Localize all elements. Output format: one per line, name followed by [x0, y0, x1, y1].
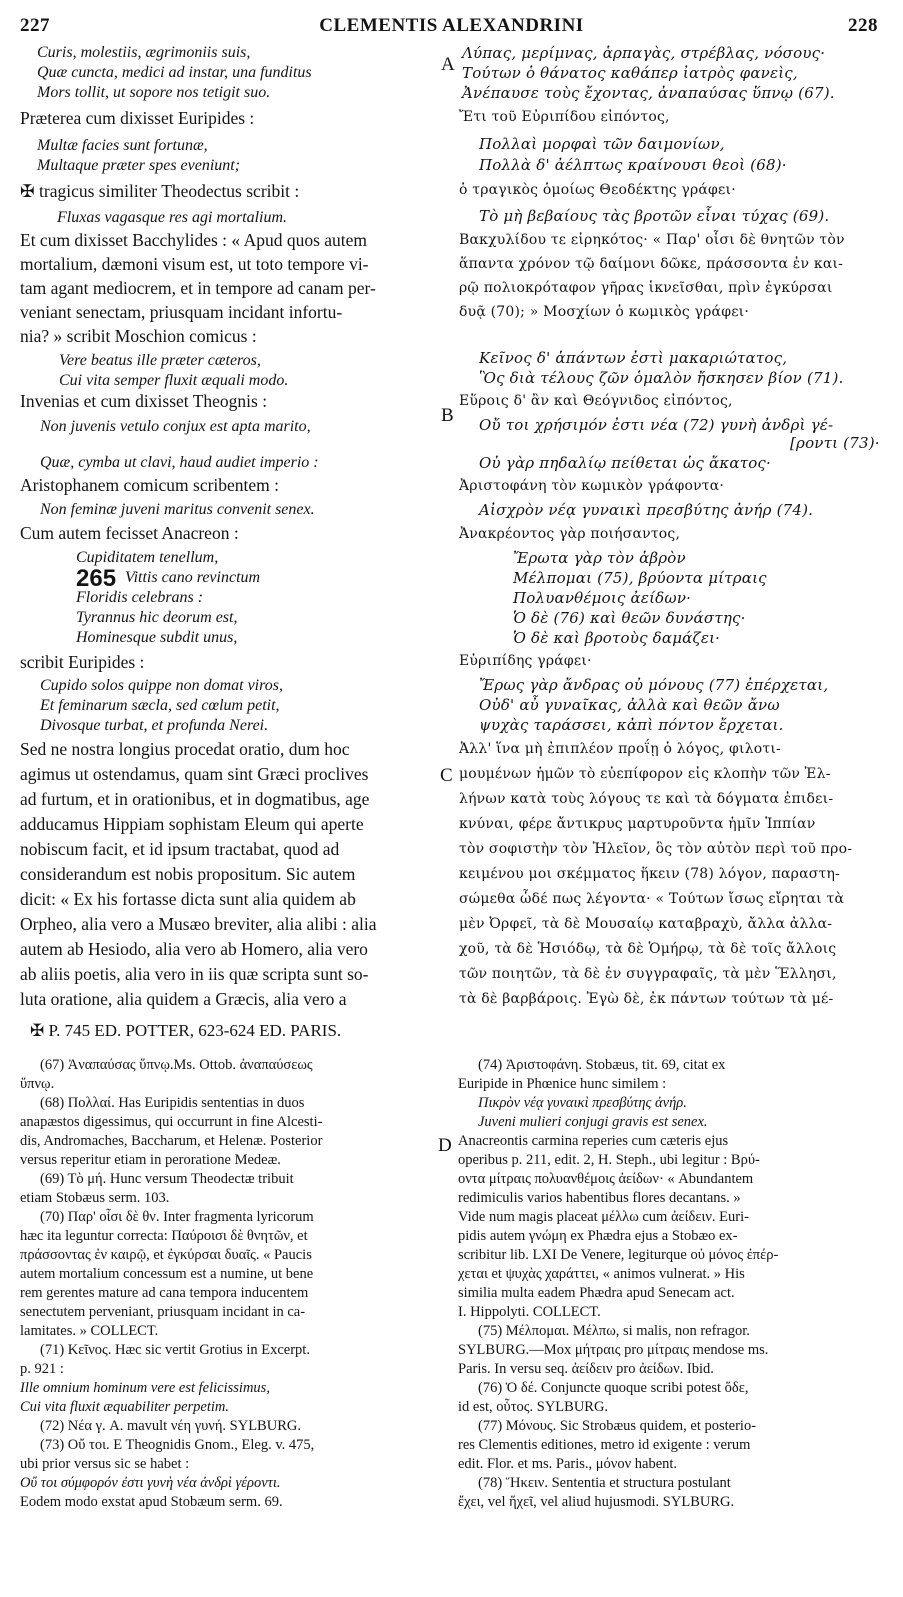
greek-line: Πολλὰ δ' ἀέλπτως κραίνουσι θεοὶ (68)·	[479, 156, 787, 174]
latin-line: agimus ut ostendamus, quam sint Græci proclives	[20, 764, 369, 784]
page-number-right: 228	[848, 15, 878, 36]
footnote-line: (76) Ὁ δέ. Conjuncte quoque scribi potest ὅδε,	[478, 1380, 749, 1396]
footnote-line: res Clementis editiones, metro id exigente : verum	[458, 1437, 751, 1453]
footnote-line: operibus p. 211, edit. 2, H. Steph., ubi legitur : Βρύ-	[458, 1152, 760, 1168]
greek-line: Αἰσχρὸν νέᾳ γυναικὶ πρεσβύτης ἀνήρ (74).	[479, 501, 814, 519]
footnote-line: lamitates. » COLLECT.	[20, 1323, 159, 1339]
greek-line: κειμένου μοι σκέμματος ἥκειν (78) λόγον, παραστη-	[459, 866, 840, 882]
footnote-line: anapæstos digessimus, qui occurrunt in fine Alcesti-	[20, 1114, 323, 1130]
edition-note: ✠ P. 745 ED. POTTER, 623-624 ED. PARIS.	[30, 1021, 342, 1040]
latin-line: considerandum est nobis propositum. Sic autem	[20, 864, 356, 884]
latin-line: Invenias et cum dixisset Theognis :	[20, 391, 268, 411]
latin-line: Quæ, cymba ut clavi, haud audiet imperio :	[40, 454, 319, 471]
greek-line: Εὐριπίδης γράφει·	[459, 653, 592, 669]
greek-line: Εὕροις δ' ἂν καὶ Θεόγνιδος εἰπόντος,	[459, 393, 733, 409]
footnote-line: Vide num magis placeat μέλλω cum ἀείδειν. Euri-	[458, 1209, 749, 1225]
greek-line: ψυχὰς ταράσσει, κἀπὶ πόντον ἔρχεται.	[479, 716, 784, 734]
marginal-number: 265	[76, 565, 117, 592]
footnote-line: SYLBURG.—Mox μήτραις pro μίτραις mendose ms.	[458, 1342, 769, 1358]
footnote-line: rem gerentes mature ad cana tempora inducentem	[20, 1285, 309, 1301]
margin-letter-b: B	[441, 405, 454, 426]
greek-line: ὁ τραγικὸς ὁμοίως Θεοδέκτης γράφει·	[459, 182, 736, 198]
greek-line: Ἀνακρέοντος γὰρ ποιήσαντος,	[459, 526, 681, 542]
footnote-line: pidis autem γνώμη ex Phædra ejus a Stobæo ex-	[458, 1228, 738, 1244]
latin-line: Fluxas vagasque res agi mortalium.	[57, 209, 288, 226]
greek-line: Ὁ δὲ (76) καὶ θεῶν δυνάστης·	[513, 609, 746, 627]
footnote-line: Πικρὸν νέᾳ γυναικὶ πρεσβύτης ἀνήρ.	[478, 1095, 687, 1111]
footnote-line: Eodem modo exstat apud Stobæum serm. 69.	[20, 1494, 283, 1510]
footnote-line: ubi prior versus sic se habet :	[20, 1456, 190, 1472]
greek-line: Λύπας, μερίμνας, ἁρπαγὰς, στρέβλας, νόσους·	[462, 44, 826, 62]
footnote-line: Οὔ τοι σύμφορόν ἐστι γυνὴ νέα ἀνδρὶ γέροντι.	[20, 1475, 281, 1491]
latin-line: Et feminarum sæcla, sed cœlum petit,	[40, 697, 280, 714]
footnote-line: hæc ita leguntur correcta: Παύροισι δὲ θνητῶν, et	[20, 1228, 308, 1244]
footnote-line: versus reperitur etiam in peroratione Medeæ.	[20, 1152, 281, 1168]
footnote-line: edit. Flor. et ms. Paris., μόνον habent.	[458, 1456, 678, 1472]
greek-line: Βακχυλίδου τε εἰρηκότος· « Παρ' οἷσι δὲ θνητῶν τὸν	[459, 232, 845, 248]
footnote-line: (67) Ἀναπαύσας ὕπνῳ.Ms. Ottob. ἀναπαύσεως	[40, 1057, 313, 1073]
greek-line: Ἀριστοφάνη τὸν κωμικὸν γράφοντα·	[459, 478, 725, 494]
latin-line: Cupiditatem tenellum,	[76, 549, 219, 566]
latin-line: Cum autem fecisset Anacreon :	[20, 523, 239, 543]
greek-line: μὲν Ὀρφεῖ, τὰ δὲ Μουσαίῳ καταβραχὺ, ἄλλα ἀλλα-	[459, 916, 833, 932]
latin-line: veniant senectam, priusquam incidant infortu-	[20, 302, 343, 322]
greek-line: Ὁ δὲ καὶ βροτοὺς δαμάζει·	[513, 629, 721, 647]
latin-line: Mors tollit, ut sopore nos tetigit suo.	[37, 84, 271, 101]
footnote-line: I. Hippolyti. COLLECT.	[458, 1304, 601, 1320]
latin-line: Præterea cum dixisset Euripides :	[20, 108, 255, 128]
latin-line: ad furtum, et in orationibus, et in dogmatibus, age	[20, 789, 370, 809]
greek-line: τὸν σοφιστὴν τὸν Ἠλεῖον, ὃς τὸν αὐτὸν περὶ τοῦ προ-	[459, 841, 853, 857]
footnote-line: redimiculis varios habentibus flores decantans. »	[458, 1190, 741, 1206]
greek-line: μουμένων ἡμῶν τὸ εὐεπίφορον εἰς κλοπὴν τῶν Ἑλ-	[459, 766, 831, 782]
latin-line: scribit Euripides :	[20, 652, 145, 672]
margin-letter-a: A	[441, 54, 455, 75]
footnote-line: Paris. In versu seq. ἀείδειν pro ἀείδων. Ibid.	[458, 1361, 714, 1377]
footnote-line: χεται et ψυχὰς χαράττει, « animos vulnerat. » His	[458, 1266, 745, 1282]
latin-line: Floridis celebrans :	[76, 589, 204, 606]
latin-line: ab aliis poetis, alia vero in iis quæ scripta sunt so-	[20, 964, 369, 984]
latin-line: Et cum dixisset Bacchylides : « Apud quos autem	[20, 230, 368, 250]
latin-line: Vittis cano revinctum	[125, 569, 261, 586]
greek-line: κνύναι, φέρε ἄντικρυς μαρτυροῦντα ἡμῖν Ἱππίαν	[459, 816, 816, 832]
greek-line: Ὃς διὰ τέλους ζῶν ὁμαλὸν ἤσκησεν βίον (71).	[479, 369, 844, 387]
greek-line: Ἔτι τοῦ Εὐριπίδου εἰπόντος,	[459, 109, 670, 125]
latin-line: Sed ne nostra longius procedat oratio, dum hoc	[20, 739, 350, 759]
latin-line: Vere beatus ille præter cæteros,	[59, 352, 261, 369]
latin-line: Orpheo, alia vero a Musæo breviter, alia alibi : alia	[20, 914, 377, 934]
footnote-line: Euripide in Phœnice hunc similem :	[458, 1076, 667, 1092]
footnote-line: Ille omnium hominum vere est felicissimus,	[20, 1380, 270, 1396]
latin-line: luta oratione, alia quidem a Græcis, alia vero a	[20, 989, 347, 1009]
latin-line: Multæ facies sunt fortunæ,	[37, 137, 208, 154]
latin-line: nia? » scribit Moschion comicus :	[20, 326, 257, 346]
greek-line: χοῦ, τὰ δὲ Ἡσιόδῳ, τὰ δὲ Ὁμήρῳ, τὰ δὲ τοῖς ἄλλοις	[459, 941, 837, 957]
footnote-line: senectutem perveniant, priusquam incidant in ca-	[20, 1304, 306, 1320]
footnote-line: dis, Andromaches, Baccharum, et Helenæ. Posterior	[20, 1133, 323, 1149]
footnote-line: (77) Μόνους. Sic Strobæus quidem, et posterio-	[478, 1418, 757, 1434]
greek-line: Οὐ γὰρ πηδαλίῳ πείθεται ὡς ἄκατος·	[479, 454, 771, 472]
greek-line: Τούτων ὁ θάνατος καθάπερ ἰατρὸς φανεὶς,	[462, 64, 798, 82]
footnote-line: ἔχει, vel ἥχεῖ, vel aliud hujusmodi. SYLBURG.	[458, 1494, 735, 1510]
footnote-line: Juveni mulieri conjugi gravis est senex.	[478, 1114, 708, 1130]
greek-line: ἅπαντα χρόνον τῷ δαίμονι δῶκε, πράσσοντα ἐν και-	[459, 256, 844, 272]
greek-line: Οὐδ' αὖ γυναῖκας, ἀλλὰ καὶ θεῶν ἄνω	[479, 696, 780, 714]
footnote-line: οντα μίτραις πολυανθέμοις ἀείδων· « Abundantem	[458, 1171, 754, 1187]
footnote-line: p. 921 :	[20, 1361, 64, 1377]
greek-line: τὰ δὲ βαρβάροις. Ἐγὼ δὲ, ἐκ πάντων τούτων τὰ μέ-	[459, 991, 834, 1007]
latin-line: Divosque turbat, et profunda Nerei.	[40, 717, 269, 734]
greek-line: δυᾷ (70); » Μοσχίων ὁ κωμικὸς γράφει·	[459, 304, 749, 320]
footnote-line: (75) Μέλπομαι. Μέλπω, si malis, non refragor.	[478, 1323, 750, 1339]
greek-line: Πολυανθέμοις ἀείδων·	[513, 589, 692, 607]
latin-line: Hominesque subdit unus,	[76, 629, 238, 646]
footnote-line: similia multa eadem Phædra apud Senecam act.	[458, 1285, 735, 1301]
greek-line: [ροντι (73)·	[790, 434, 880, 452]
latin-line: adducamus Hippiam sophistam Eleum qui aperte	[20, 814, 364, 834]
greek-line: Οὔ τοι χρήσιμόν ἐστι νέα (72) γυνὴ ἀνδρὶ γέ-	[479, 416, 834, 434]
latin-line: Aristophanem comicum scribentem :	[20, 475, 280, 495]
footnote-line: (74) Ἀριστοφάνη. Stobæus, tit. 69, citat ex	[478, 1057, 726, 1073]
greek-line: Ἔρωτα γὰρ τὸν ἁβρὸν	[513, 549, 686, 567]
footnote-line: ὕπνῳ.	[20, 1076, 55, 1092]
running-title: CLEMENTIS ALEXANDRINI	[319, 15, 584, 36]
greek-line: Κεῖνος δ' ἁπάντων ἐστὶ μακαριώτατος,	[479, 349, 788, 367]
latin-line: Tyrannus hic deorum est,	[76, 609, 238, 626]
footnote-line: (73) Οὔ τοι. E Theognidis Gnom., Eleg. v. 475,	[40, 1437, 315, 1453]
latin-line: autem ab Hesiodo, alia vero ab Homero, alia vero	[20, 939, 368, 959]
page-number-left: 227	[20, 15, 50, 36]
footnote-line: (70) Παρ' οἷσι δὲ θν. Inter fragmenta lyricorum	[40, 1209, 314, 1225]
footnote-line: scribitur lib. LXI De Venere, legiturque οὐ μόνος ἐπέρ-	[458, 1247, 779, 1263]
footnote-line: etiam Stobæus serm. 103.	[20, 1190, 170, 1206]
latin-line: Cui vita semper fluxit æquali modo.	[59, 372, 289, 389]
margin-letter-c: C	[440, 765, 453, 786]
greek-line: ρῷ πολιοκρόταφον γῆρας ἱκνεῖσθαι, πρὶν ἐγκύρσαι	[459, 280, 833, 296]
footnote-line: (78) Ἥκειν. Sententia et structura postulant	[478, 1475, 731, 1491]
footnote-line: autem mortalium concessum est a numine, ut bene	[20, 1266, 314, 1282]
latin-line: Quæ cuncta, medici ad instar, una funditus	[37, 64, 312, 81]
greek-line: σώμεθα ὧδέ πως λέγοντα· « Τούτων ἴσως εἴρηται τὰ	[459, 891, 845, 907]
footnote-line: Cui vita fluxit æquabiliter perpetim.	[20, 1399, 230, 1415]
latin-line: tam agant mediocrem, et in tempore ad canam per-	[20, 278, 376, 298]
greek-line: Ἀλλ' ἵνα μὴ ἐπιπλέον προΐῃ ὁ λόγος, φιλοτι-	[459, 741, 781, 757]
footnote-line: (71) Κεῖνος. Hæc sic vertit Grotius in Excerpt.	[40, 1342, 310, 1358]
greek-line: λήνων κατὰ τοὺς λόγους τε καὶ τὰ δόγματα ἐπιδει-	[459, 791, 834, 807]
greek-line: Πολλαὶ μορφαὶ τῶν δαιμονίων,	[479, 135, 725, 153]
footnote-line: πράσσοντας ἐν καιρῷ, et ἐγκύρσαι δυαῖς. « Paucis	[20, 1247, 312, 1263]
margin-letter-d: D	[438, 1135, 452, 1156]
latin-line: Multaque præter spes eveniunt;	[37, 157, 241, 174]
footnote-line: Anacreontis carmina reperies cum cæteris ejus	[458, 1133, 729, 1149]
latin-line: Curis, molestiis, ægrimoniis suis,	[37, 44, 251, 61]
footnote-line: (69) Τὸ μή. Hunc versum Theodectæ tribuit	[40, 1171, 294, 1187]
footnote-line: (72) Νέα γ. A. mavult νέη γυνή. SYLBURG.	[40, 1418, 301, 1434]
latin-line: dicit: « Ex his fortasse dicta sunt alia quidem ab	[20, 889, 356, 909]
greek-line: Τὸ μὴ βεβαίους τὰς βροτῶν εἶναι τύχας (69).	[479, 207, 830, 225]
latin-line: nobiscum facit, et id ipsum tractabat, quod ad	[20, 839, 340, 859]
latin-line: mortalium, dæmoni visum est, ut toto tempore vi-	[20, 254, 369, 274]
greek-line: Μέλπομαι (75), βρύοντα μίτραις	[513, 569, 767, 587]
footnote-line: id est, οὗτος. SYLBURG.	[458, 1399, 609, 1415]
greek-line: Ἀνέπαυσε τοὺς ἔχοντας, ἀναπαύσας ὕπνῳ (67).	[462, 84, 835, 102]
latin-line: Non juvenis vetulo conjux est apta marito,	[40, 418, 311, 435]
latin-line: Non feminæ juveni maritus convenit senex.	[40, 501, 315, 518]
latin-line: ✠ tragicus similiter Theodectus scribit :	[20, 181, 300, 201]
latin-line: Cupido solos quippe non domat viros,	[40, 677, 283, 694]
greek-line: τῶν ποιητῶν, τὰ δὲ ἐν συγγραφαῖς, τὰ μὲν Ἕλλησι,	[459, 966, 837, 982]
footnote-line: (68) Πολλαί. Has Euripidis sententias in duos	[40, 1095, 305, 1111]
greek-line: Ἔρως γὰρ ἄνδρας οὐ μόνους (77) ἐπέρχεται,	[479, 676, 829, 694]
